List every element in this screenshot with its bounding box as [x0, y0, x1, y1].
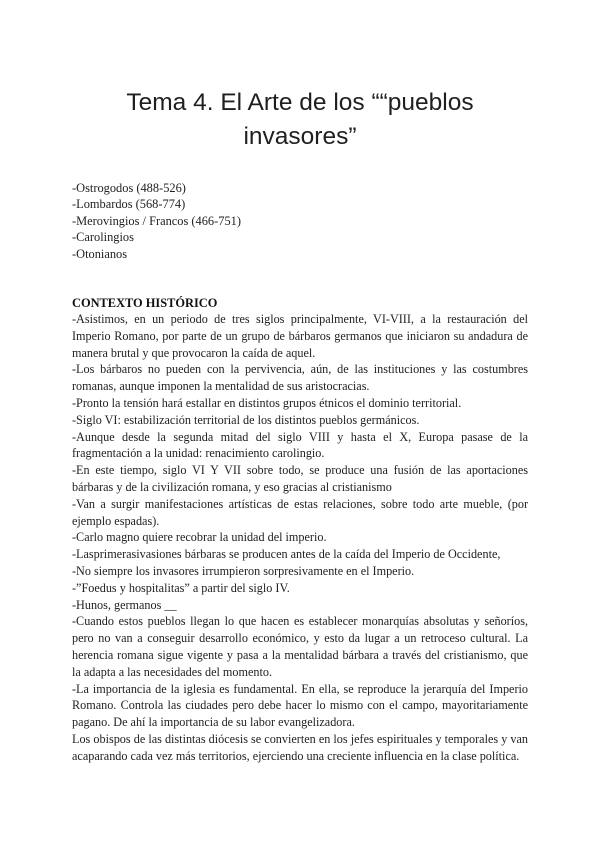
paragraph: -La importancia de la iglesia es fundamental. En ella, se reproduce la jerarquía del Imperio Romano. Controla las ciudades pero debe hacer lo mismo con el campo, mayoritariamente pagano. De ahí la importancia de su labor evangelizadora. [72, 681, 528, 730]
paragraph: -Los bárbaros no pueden con la pervivencia, aún, de las instituciones y las costumbres romanas, aunque imponen la mentalidad de sus aristocracias. [72, 362, 528, 394]
paragraph: -”Foedus y hospitalitas” a partir del siglo IV. [72, 580, 290, 595]
paragraph: -Lasprimerasivasiones bárbaras se producen antes de la caída del Imperio de Occidente, [72, 547, 501, 562]
document-title: Tema 4. El Arte de los ““pueblos invasores” [126, 89, 474, 150]
period-item: -Carolingios [72, 230, 134, 245]
paragraph: -No siempre los invasores irrumpieron sorpresivamente en el Imperio. [72, 563, 415, 578]
period-item: -Lombardos (568-774) [72, 197, 186, 212]
period-list [72, 180, 528, 262]
paragraph: -Carlo magno quiere recobrar la unidad del imperio. [72, 530, 327, 545]
paragraph: -Siglo VI: estabilización territorial de los distintos pueblos germánicos. [72, 412, 420, 427]
section-body [72, 311, 528, 765]
paragraph: -Pronto la tensión hará estallar en distintos grupos étnicos el dominio territorial. [72, 395, 462, 410]
paragraph: -Van a surgir manifestaciones artísticas de estas relaciones, sobre todo arte mueble, (por ejemplo espadas). [72, 496, 528, 528]
period-item: -Ostrogodos (488-526) [72, 181, 186, 195]
paragraph: -Asistimos, en un periodo de tres siglos principalmente, VI-VIII, a la restauración del Imperio Romano, por parte de un grupo de bárbaros germanos que iniciaron su andadura de manera brutal y que provocaron la caída de aquel. [72, 312, 528, 360]
paragraph: -Hunos, germanos __ [72, 597, 177, 612]
section-heading: CONTEXTO HISTÓRICO [72, 296, 218, 310]
period-item: -Merovingios / Francos (466-751) [72, 213, 241, 228]
paragraph: -Cuando estos pueblos llegan lo que hacen es establecer monarquías absolutas y señoríos, pero no van a conseguir desarrollo económico, y esto da lugar a un retroceso cultural. La herencia romana sigue vigente y pasa a la mentalidad bárbara a través del cristianismo, que la adapta a las necesidades del momento. [72, 614, 528, 679]
period-item: -Otonianos [72, 246, 128, 261]
paragraph: -Aunque desde la segunda mitad del siglo VIII y hasta el X, Europa pasase de la fragmentación a la unidad: renacimiento carolingio. [72, 429, 528, 461]
paragraph: Los obispos de las distintas diócesis se convierten en los jefes espirituales y temporales y van acaparando cada vez más territorios, ejerciendo una creciente influencia en la clase política. [72, 731, 528, 763]
paragraph: -En este tiempo, siglo VI Y VII sobre todo, se produce una fusión de las aportaciones bárbaras y de la civilización romana, y eso gracias al cristianismo [72, 463, 528, 494]
